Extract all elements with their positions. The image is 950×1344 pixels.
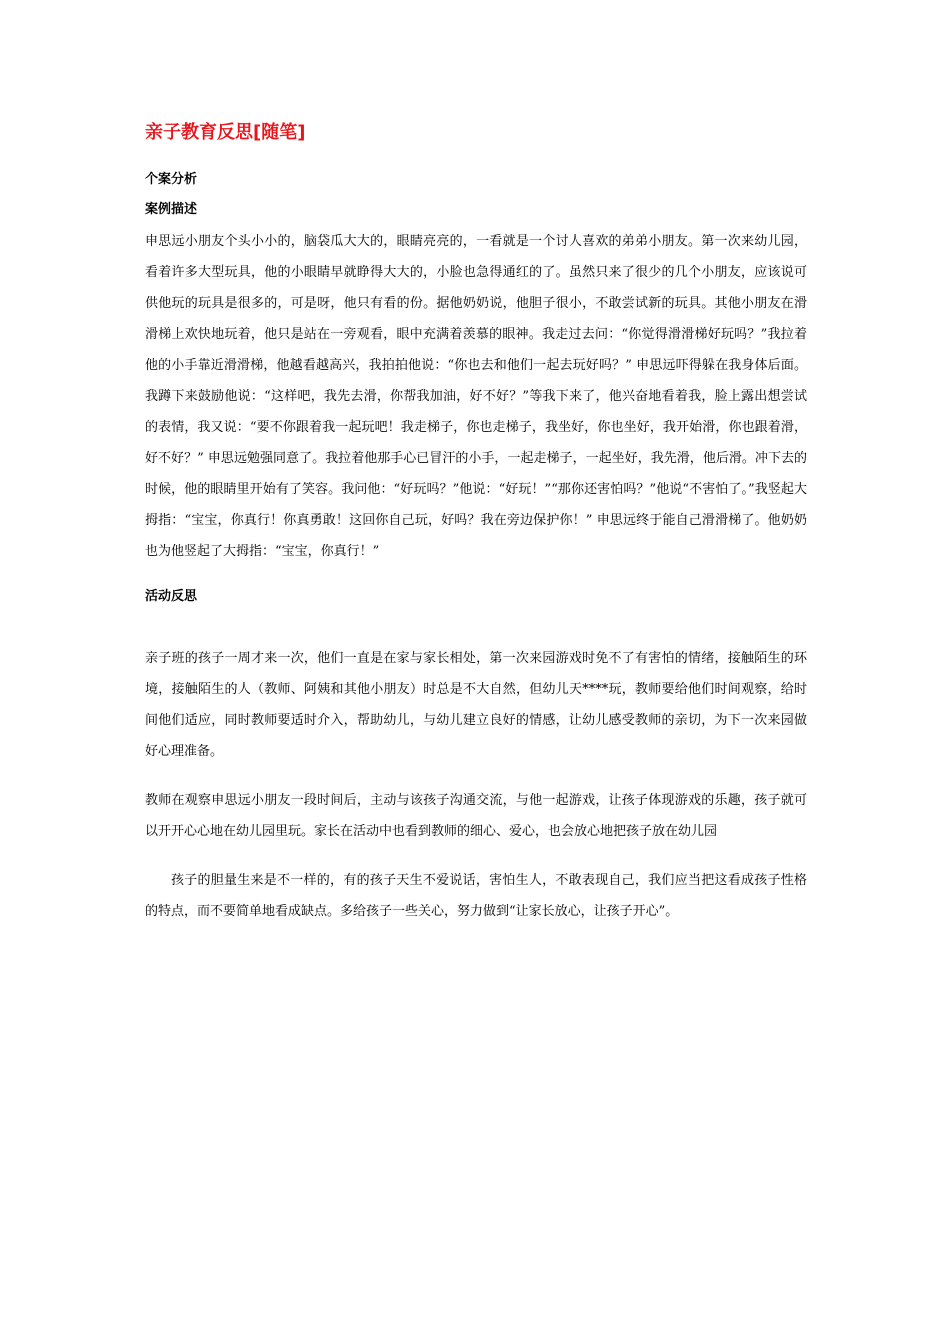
document-title: 亲子教育反思[随笔] xyxy=(145,122,306,143)
reflection-paragraph-2: 教师在观察申思远小朋友一段时间后，主动与该孩子沟通交流，与他一起游戏，让孩子体现游戏的乐趣，孩子就可以开开心心地在幼儿园里玩。家长在活动中也看到教师的细心、爱心，也会放心地把孩子放在幼儿园 xyxy=(145,793,807,839)
reflection-paragraph-1: 亲子班的孩子一周才来一次，他们一直是在家与家长相处，第一次来园游戏时免不了有害怕的情绪，接触陌生的环境，接触陌生的人（教师、阿姨和其他小朋友）时总是不大自然，但幼儿天****玩，教师要给他们时间观察，给时间他们适应，同时教师要适时介入，帮助幼儿，与幼儿建立良好的情感，让幼儿感受教师的亲切，为下一次来园做好心理准备。 xyxy=(145,651,807,759)
heading-case-description: 案例描述 xyxy=(145,202,198,217)
document-page xyxy=(145,118,807,927)
heading-case-analysis: 个案分析 xyxy=(145,172,198,187)
reflection-paragraph-3: 孩子的胆量生来是不一样的，有的孩子天生不爱说话，害怕生人，不敢表现自己，我们应当把这看成孩子性格的特点，而不要简单地看成缺点。多给孩子一些关心，努力做到“让家长放心，让孩子开心”。 xyxy=(145,873,807,919)
case-description-paragraph: 申思远小朋友个头小小的，脑袋瓜大大的，眼睛亮亮的，一看就是一个讨人喜欢的弟弟小朋友。第一次来幼儿园，看着许多大型玩具，他的小眼睛早就睁得大大的，小脸也急得通红的了。虽然只来了很少的几个小朋友，应该说可供他玩的玩具是很多的，可是呀，他只有看的份。据他奶奶说，他胆子很小，不敢尝试新的玩具。其他小朋友在滑滑梯上欢快地玩着，他只是站在一旁观看，眼中充满着羡慕的眼神。我走过去问：“你觉得滑滑梯好玩吗？”我拉着他的小手靠近滑滑梯，他越看越高兴，我拍拍他说：“你也去和他们一起去玩好吗？” 申思远吓得躲在我身体后面。我蹲下来鼓励他说：“这样吧，我先去滑，你帮我加油，好不好？”等我下来了，他兴奋地看着我，脸上露出想尝试的表情，我又说：“要不你跟着我一起玩吧！我走梯子，你也走梯子，我坐好，你也坐好，我开始滑，你也跟着滑，好不好？” 申思远勉强同意了。我拉着他那手心已冒汗的小手，一起走梯子，一起坐好，我先滑，他后滑。冲下去的时候，他的眼睛里开始有了笑容。我问他：“好玩吗？”他说：“好玩！”“那你还害怕吗？”他说“不害怕了。”我竖起大拇指：“宝宝，你真行！你真勇敢！这回你自己玩，好吗？我在旁边保护你！” 申思远终于能自己滑滑梯了。他奶奶也为他竖起了大拇指：“宝宝，你真行！” xyxy=(145,234,807,559)
heading-activity-reflection: 活动反思 xyxy=(145,589,198,604)
